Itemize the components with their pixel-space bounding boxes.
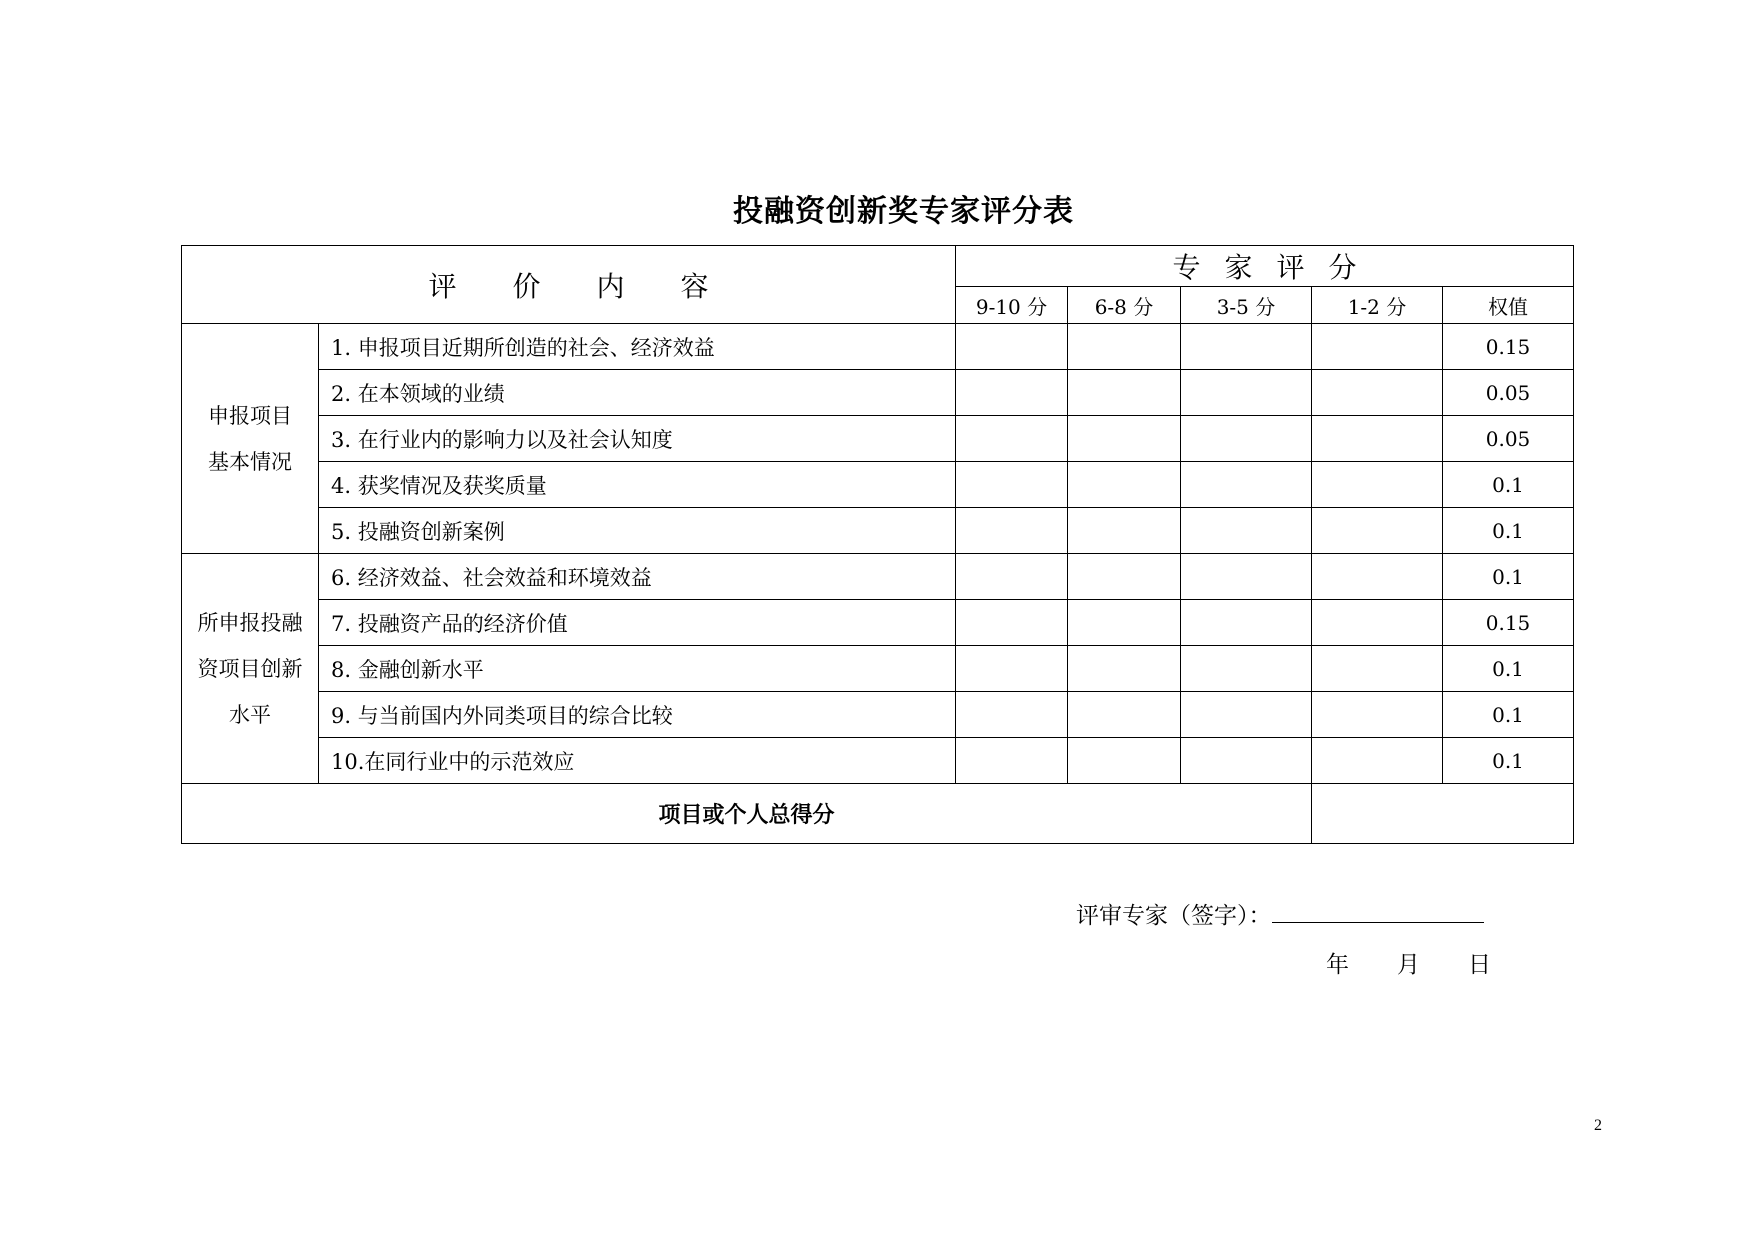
score-cell[interactable] — [1068, 738, 1181, 784]
group-label-line: 水平 — [229, 702, 271, 727]
header-char: 容 — [680, 269, 709, 303]
criterion-text: 4. 获奖情况及获奖质量 — [319, 462, 956, 508]
weight-value: 0.05 — [1443, 416, 1574, 462]
score-range-header: 9-10 分 — [956, 287, 1068, 324]
score-range-header: 6-8 分 — [1068, 287, 1181, 324]
criterion-text: 5. 投融资创新案例 — [319, 508, 956, 554]
table-row — [182, 738, 1574, 784]
score-cell[interactable] — [1312, 324, 1443, 370]
table-row — [182, 646, 1574, 692]
header-char: 内 — [596, 269, 625, 303]
evaluation-content-header — [182, 246, 956, 324]
weight-value: 0.1 — [1443, 646, 1574, 692]
header-char: 分 — [1328, 251, 1357, 284]
group-label-line: 资项目创新 — [197, 656, 303, 681]
score-cell[interactable] — [1181, 324, 1312, 370]
score-cell[interactable] — [1068, 600, 1181, 646]
criterion-text: 3. 在行业内的影响力以及社会认知度 — [319, 416, 956, 462]
score-cell[interactable] — [1181, 646, 1312, 692]
header-char: 评 — [428, 269, 457, 303]
expert-score-header — [956, 246, 1574, 287]
score-cell[interactable] — [956, 324, 1068, 370]
group-label-line: 所申报投融 — [197, 610, 303, 635]
criterion-text: 1. 申报项目近期所创造的社会、经济效益 — [319, 324, 956, 370]
table-row — [182, 370, 1574, 416]
weight-value: 0.1 — [1443, 554, 1574, 600]
score-cell[interactable] — [1312, 462, 1443, 508]
table-row — [182, 416, 1574, 462]
header-char: 价 — [512, 269, 541, 303]
criterion-text: 9. 与当前国内外同类项目的综合比较 — [319, 692, 956, 738]
score-cell[interactable] — [1068, 554, 1181, 600]
criterion-text: 6. 经济效益、社会效益和环境效益 — [319, 554, 956, 600]
page-title: 投融资创新奖专家评分表 — [733, 194, 1074, 229]
score-cell[interactable] — [1312, 416, 1443, 462]
signature-block — [1076, 897, 1484, 930]
score-cell[interactable] — [956, 646, 1068, 692]
score-cell[interactable] — [1181, 508, 1312, 554]
score-cell[interactable] — [1181, 738, 1312, 784]
signature-label: 评审专家（签字）： — [1076, 903, 1272, 929]
score-cell[interactable] — [1068, 692, 1181, 738]
total-score-label: 项目或个人总得分 — [182, 784, 1312, 844]
score-cell[interactable] — [1068, 508, 1181, 554]
criterion-text: 8. 金融创新水平 — [319, 646, 956, 692]
score-cell[interactable] — [1181, 692, 1312, 738]
table-row — [182, 692, 1574, 738]
weight-value: 0.15 — [1443, 324, 1574, 370]
score-cell[interactable] — [956, 416, 1068, 462]
score-cell[interactable] — [1181, 462, 1312, 508]
date-month: 月 — [1397, 952, 1420, 978]
group-label-basic — [182, 324, 319, 554]
score-cell[interactable] — [1312, 646, 1443, 692]
header-char: 专 — [1172, 251, 1201, 284]
table-row — [182, 600, 1574, 646]
score-cell[interactable] — [1312, 600, 1443, 646]
criterion-text: 2. 在本领域的业绩 — [319, 370, 956, 416]
table-row — [182, 554, 1574, 600]
weight-value: 0.1 — [1443, 692, 1574, 738]
page-number: 2 — [1594, 1117, 1602, 1134]
score-cell[interactable] — [956, 508, 1068, 554]
score-cell[interactable] — [1312, 554, 1443, 600]
group-label-line: 申报项目 — [208, 403, 292, 428]
score-cell[interactable] — [1181, 554, 1312, 600]
date-day: 日 — [1468, 952, 1491, 978]
date-block — [1326, 946, 1491, 979]
scoring-table — [181, 245, 1574, 844]
table-row — [182, 462, 1574, 508]
signature-line[interactable] — [1272, 898, 1484, 923]
group-label-innovation — [182, 554, 319, 784]
weight-value: 0.1 — [1443, 462, 1574, 508]
score-cell[interactable] — [1312, 370, 1443, 416]
total-row — [182, 784, 1574, 844]
header-row-top — [182, 246, 1574, 287]
score-cell[interactable] — [1312, 738, 1443, 784]
score-cell[interactable] — [1312, 508, 1443, 554]
table-row — [182, 508, 1574, 554]
score-range-header: 1-2 分 — [1312, 287, 1443, 324]
criterion-text: 7. 投融资产品的经济价值 — [319, 600, 956, 646]
date-year: 年 — [1326, 952, 1349, 978]
weight-value: 0.05 — [1443, 370, 1574, 416]
total-score-cell[interactable] — [1312, 784, 1574, 844]
score-cell[interactable] — [956, 738, 1068, 784]
score-cell[interactable] — [956, 370, 1068, 416]
criterion-text: 10.在同行业中的示范效应 — [319, 738, 956, 784]
score-cell[interactable] — [1068, 646, 1181, 692]
score-cell[interactable] — [956, 692, 1068, 738]
score-range-header: 3-5 分 — [1181, 287, 1312, 324]
group-label-line: 基本情况 — [208, 449, 292, 474]
score-cell[interactable] — [956, 554, 1068, 600]
score-cell[interactable] — [1181, 416, 1312, 462]
score-cell[interactable] — [1068, 462, 1181, 508]
score-cell[interactable] — [1181, 600, 1312, 646]
table-row — [182, 324, 1574, 370]
weight-value: 0.15 — [1443, 600, 1574, 646]
weight-value: 0.1 — [1443, 738, 1574, 784]
score-cell[interactable] — [1068, 416, 1181, 462]
score-cell[interactable] — [956, 600, 1068, 646]
score-cell[interactable] — [1181, 370, 1312, 416]
header-char: 家 — [1224, 251, 1253, 284]
weight-value: 0.1 — [1443, 508, 1574, 554]
score-cell[interactable] — [956, 462, 1068, 508]
score-cell[interactable] — [1068, 324, 1181, 370]
score-cell[interactable] — [1312, 692, 1443, 738]
weight-header: 权值 — [1443, 287, 1574, 324]
header-char: 评 — [1276, 251, 1305, 284]
score-cell[interactable] — [1068, 370, 1181, 416]
